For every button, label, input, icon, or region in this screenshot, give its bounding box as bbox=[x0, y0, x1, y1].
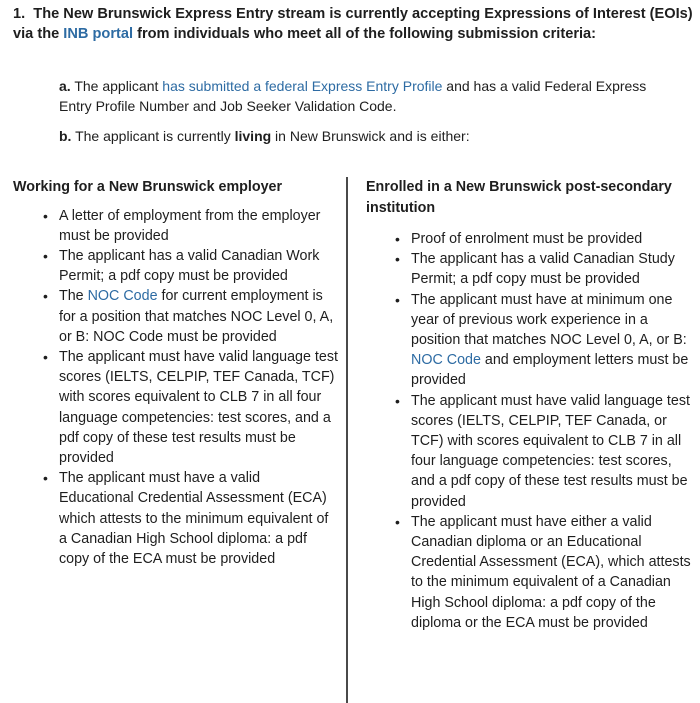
column-divider bbox=[346, 177, 348, 703]
student-requirements-list bbox=[366, 229, 696, 633]
list-item-text: The applicant must have valid language test scores (IELTS, CELPIP, TEF Canada, or TCF) with scores equivalent to CLB 7 in all four language competencies: test scores, and a pdf copy of these test results must be provided bbox=[411, 392, 690, 510]
employer-requirements-list bbox=[13, 206, 338, 570]
noc-code-link[interactable]: NOC Code bbox=[87, 288, 158, 305]
list-item-text: A letter of employment from the employer must be provided bbox=[59, 207, 321, 244]
list-item-text: for current employment is for a position that matches NOC Level 0, A, or B: NOC Code must be provided bbox=[59, 288, 334, 345]
criterion-b bbox=[59, 126, 679, 146]
list-item bbox=[59, 206, 338, 246]
list-item-text: The applicant must have at minimum one year of previous work experience in a position that matches NOC Level 0, A, or B: bbox=[411, 291, 687, 349]
list-item-text: The applicant must have either a valid Canadian diploma or an Educational Credential Assessment (ECA), which attests to the minimum equivalent of a Canadian High School diploma: a pdf copy of the diploma or the ECA must be provided bbox=[411, 513, 691, 631]
list-item-text: Proof of enrolment must be provided bbox=[411, 231, 643, 247]
criterion-b-label: b. bbox=[59, 128, 72, 144]
list-item bbox=[59, 246, 338, 286]
intro-text-end: from individuals who meet all of the following submission criteria: bbox=[133, 26, 597, 42]
criterion-a-text-start: The applicant bbox=[70, 78, 163, 94]
inb-portal-link[interactable]: INB portal bbox=[63, 26, 134, 42]
list-item bbox=[411, 290, 696, 391]
employer-column bbox=[13, 177, 338, 569]
criterion-a-text-end: and has a valid Federal Express Entry Profile Number and Job Seeker Validation Code. bbox=[59, 78, 647, 114]
list-item bbox=[59, 347, 338, 468]
employer-column-heading: Working for a New Brunswick employer bbox=[13, 179, 283, 195]
list-item-text: The applicant must have valid language test scores (IELTS, CELPIP, TEF Canada, TCF) with scores equivalent to CLB 7 in all four language competencies: test scores, and a pdf copy of these test results must be provided bbox=[59, 348, 338, 466]
intro-number: 1. bbox=[13, 6, 26, 22]
intro-text-start: The New Brunswick Express Entry stream is currently accepting Expressions of Interest (EOIs) via the bbox=[13, 6, 693, 42]
intro-paragraph bbox=[13, 4, 693, 44]
noc-code-link[interactable]: NOC Code bbox=[411, 352, 481, 369]
list-item-text: The bbox=[59, 288, 88, 305]
student-column bbox=[366, 177, 696, 633]
list-item bbox=[411, 229, 696, 249]
list-item bbox=[411, 249, 696, 289]
express-entry-profile-link[interactable]: has submitted a federal Express Entry Profile bbox=[162, 78, 443, 94]
list-item-text: and employment letters must be provided bbox=[411, 352, 689, 389]
criterion-b-emphasis: living bbox=[234, 128, 272, 144]
list-item-text: The applicant has a valid Canadian Work Permit; a pdf copy must be provided bbox=[59, 247, 320, 285]
list-item-text: The applicant must have a valid Educational Credential Assessment (ECA) which attests to the minimum equivalent of a Canadian High School diploma: a pdf copy of the ECA must be provided bbox=[59, 470, 329, 567]
list-item bbox=[411, 512, 696, 633]
criterion-b-text-start: The applicant is currently bbox=[71, 128, 235, 144]
student-column-heading: Enrolled in a New Brunswick post-secondary institution bbox=[366, 179, 672, 216]
list-item bbox=[59, 468, 338, 569]
criterion-b-text-end: in New Brunswick and is either: bbox=[271, 128, 470, 144]
criterion-a-label: a. bbox=[59, 78, 71, 94]
criterion-a bbox=[59, 76, 679, 116]
list-item bbox=[59, 286, 338, 347]
list-item bbox=[411, 391, 696, 512]
list-item-text: The applicant has a valid Canadian Study Permit; a pdf copy must be provided bbox=[411, 251, 675, 288]
